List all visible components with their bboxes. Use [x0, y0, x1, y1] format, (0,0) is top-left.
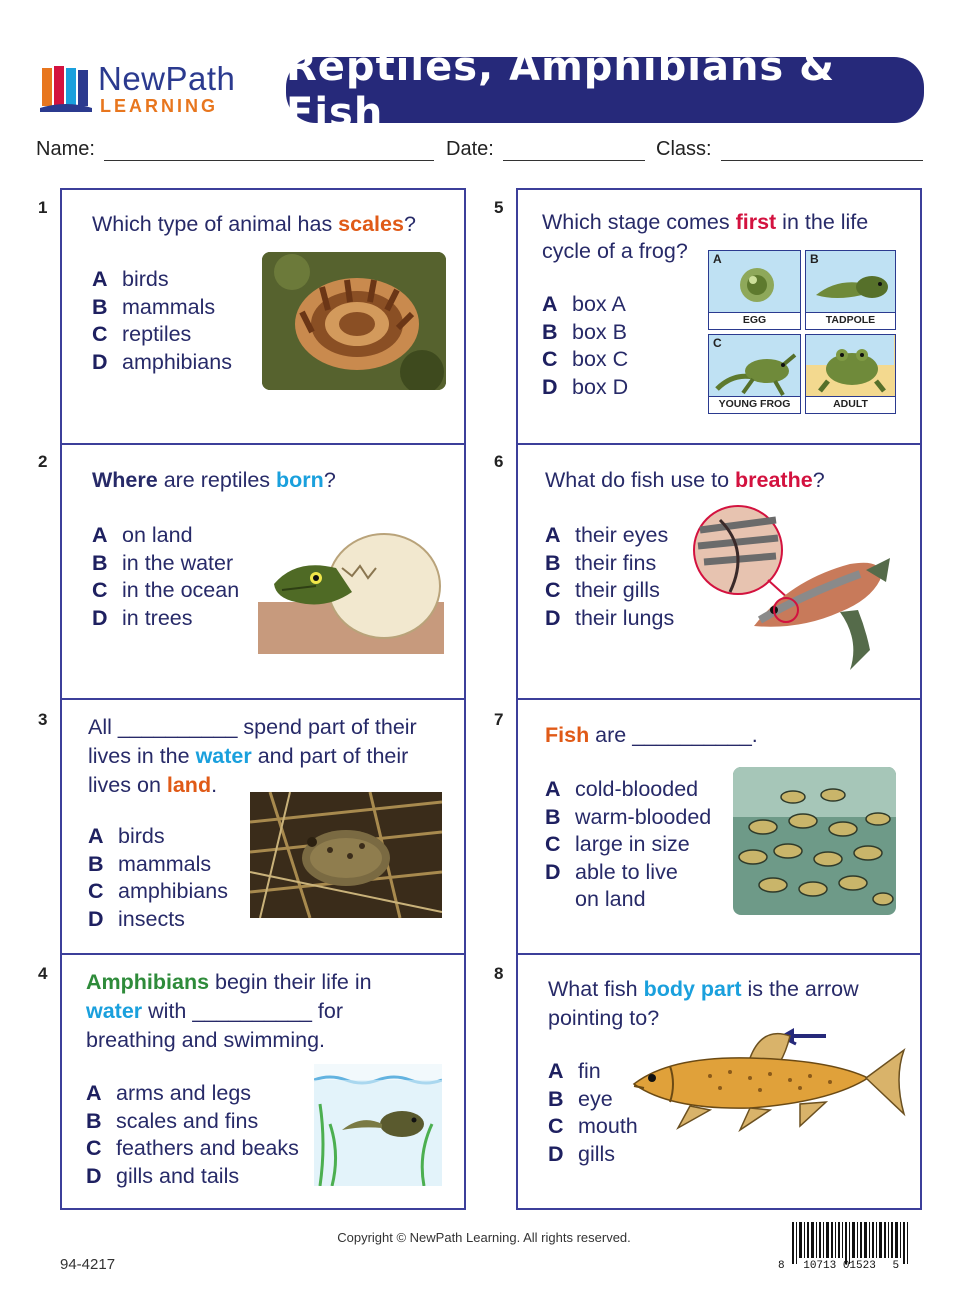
answer-option[interactable]: [548, 1113, 638, 1141]
answer-option[interactable]: [92, 550, 239, 578]
books-logo-icon: [40, 64, 92, 112]
question-text-part: ?: [323, 468, 336, 492]
option-text: amphibians: [118, 879, 228, 903]
fish-school-photo: [733, 767, 896, 915]
barcode-digits: [778, 1260, 928, 1272]
question-line: breathing and swimming.: [86, 1028, 326, 1052]
answer-option[interactable]: [548, 1141, 638, 1169]
option-text: mouth: [578, 1114, 638, 1138]
tadpole-illustration: [314, 1064, 442, 1186]
answer-option[interactable]: [92, 522, 239, 550]
question-text-part: .: [211, 773, 218, 797]
name-label: Name:: [36, 138, 95, 160]
option-text: fin: [578, 1059, 601, 1083]
option-text: their lungs: [575, 605, 675, 630]
question-text-part: with __________ for: [142, 999, 343, 1023]
answer-options: [92, 522, 239, 632]
answer-options: [86, 1080, 299, 1190]
answer-option[interactable]: [86, 1080, 299, 1108]
option-text: scales and fins: [116, 1108, 259, 1133]
option-letter: B: [86, 1108, 102, 1133]
option-letter: C: [542, 347, 558, 371]
question-text-part: begin their life in: [209, 970, 372, 994]
option-letter: A: [86, 1081, 102, 1105]
keyword-breathe: breathe: [735, 468, 813, 492]
answer-option[interactable]: [88, 906, 228, 934]
toad-illustration: [250, 792, 442, 918]
date-label: Date:: [446, 138, 494, 160]
question-line: All __________ spend part of their: [88, 715, 417, 739]
answer-option[interactable]: [92, 605, 239, 633]
answer-option[interactable]: [542, 346, 628, 374]
option-letter: C: [86, 1136, 102, 1160]
keyword-water: water: [86, 999, 143, 1023]
question-text-part: lives in the: [88, 744, 196, 768]
option-letter: A: [545, 523, 561, 547]
date-field[interactable]: [503, 160, 645, 161]
option-letter: C: [548, 1114, 564, 1138]
option-letter: B: [92, 550, 108, 575]
option-letter: A: [548, 1059, 564, 1083]
answer-option[interactable]: [88, 823, 228, 851]
option-text: amphibians: [122, 349, 232, 374]
option-letter: A: [88, 824, 104, 848]
option-text: able to live: [575, 859, 678, 884]
option-letter: D: [545, 605, 561, 630]
option-letter: D: [92, 349, 108, 374]
question-text-part: are __________.: [589, 723, 758, 747]
question-text-part: Which stage comes: [542, 210, 736, 234]
egg-icon: [737, 265, 777, 305]
class-field[interactable]: [721, 160, 923, 161]
fish-body-part-illustration: [630, 1022, 908, 1134]
question-text: [86, 968, 372, 1055]
option-letter: C: [88, 879, 104, 903]
option-letter: A: [92, 523, 108, 547]
option-letter: A: [542, 292, 558, 316]
name-field[interactable]: [104, 160, 434, 161]
logo-wordmark-bottom: LEARNING: [100, 96, 218, 116]
option-letter: D: [542, 374, 558, 399]
answer-option[interactable]: [92, 294, 232, 322]
option-text: mammals: [122, 294, 216, 319]
option-letter: D: [92, 605, 108, 630]
answer-option[interactable]: [86, 1108, 299, 1136]
answer-option[interactable]: [88, 878, 228, 906]
tadpole-icon: [812, 265, 892, 309]
option-letter: D: [86, 1163, 102, 1188]
hatching-reptile-illustration: [256, 528, 446, 656]
question-line: pointing to?: [548, 1006, 660, 1030]
option-letter: B: [88, 851, 104, 876]
question-text-part: are reptiles: [157, 468, 277, 492]
keyword-scales: scales: [338, 212, 404, 236]
option-text: birds: [122, 267, 169, 291]
question-text-part: ?: [812, 468, 825, 492]
stage-label: TADPOLE: [806, 312, 895, 329]
question-text-part: lives on: [88, 773, 167, 797]
barcode-digit-left: 8: [778, 1260, 785, 1272]
stage-box-adult: [805, 334, 896, 414]
barcode: [778, 1222, 928, 1282]
option-letter: D: [545, 859, 561, 884]
newpath-logo: [40, 60, 275, 116]
answer-option[interactable]: [545, 804, 711, 832]
option-letter: C: [92, 322, 108, 346]
keyword-water: water: [195, 744, 252, 768]
keyword-first: first: [735, 210, 777, 234]
answer-option-continuation: [545, 886, 711, 914]
question-text: [88, 713, 417, 800]
option-text: box C: [572, 347, 629, 371]
page-title: Reptiles, Amphibians & Fish: [286, 44, 836, 136]
answer-option[interactable]: [545, 550, 674, 578]
snake-illustration: [262, 252, 446, 390]
barcode-digit-right: 5: [892, 1260, 900, 1272]
option-letter: B: [545, 550, 561, 575]
barcode-digits-mid: 10713 01523: [803, 1260, 876, 1272]
option-text: insects: [118, 906, 185, 931]
answer-options: [548, 1058, 638, 1168]
option-letter: B: [545, 804, 561, 829]
option-letter: B: [92, 294, 108, 319]
fish-school-illustration: [733, 767, 896, 915]
keyword-amphibians: Amphibians: [86, 970, 210, 994]
question-line: cycle of a frog?: [542, 239, 688, 263]
question-number: 7: [494, 710, 504, 729]
answer-option[interactable]: [542, 291, 628, 319]
option-letter: A: [92, 267, 108, 291]
option-text: eye: [578, 1086, 613, 1111]
question-text: [545, 721, 758, 750]
question-number: 5: [494, 198, 504, 217]
option-text: on land: [575, 887, 646, 911]
option-text: gills and tails: [116, 1163, 240, 1188]
question-number: 6: [494, 452, 504, 471]
question-text-part: What do fish use to: [545, 468, 736, 492]
question-text-part: What fish: [548, 977, 644, 1001]
question-number: 8: [494, 964, 504, 983]
adult-frog-icon: [806, 335, 894, 397]
option-text: large in size: [575, 832, 690, 856]
question-number: 1: [38, 198, 48, 217]
answer-option[interactable]: [542, 374, 628, 402]
option-text: their gills: [575, 578, 660, 602]
question-number: 2: [38, 452, 48, 471]
question-text-part: Which type of animal has: [92, 212, 339, 236]
option-letter: C: [92, 578, 108, 602]
answer-option[interactable]: [548, 1086, 638, 1114]
keyword-land: land: [166, 773, 212, 797]
answer-option[interactable]: [548, 1058, 638, 1086]
stage-box-egg: [708, 250, 801, 330]
answer-options: [542, 291, 628, 401]
stage-letter: B: [810, 252, 819, 266]
option-text: on land: [122, 523, 193, 547]
option-text: cold-blooded: [575, 777, 699, 801]
toad-photo: [250, 792, 442, 918]
keyword-born: born: [276, 468, 324, 492]
answer-options: [88, 823, 228, 933]
option-text: their eyes: [575, 523, 669, 547]
option-text: box B: [572, 319, 627, 344]
answer-option[interactable]: [545, 859, 711, 887]
answer-option[interactable]: [92, 266, 232, 294]
question-text: [545, 466, 825, 495]
option-letter: D: [88, 906, 104, 931]
copyright-notice: Copyright © NewPath Learning. All rights reserved.: [337, 1230, 631, 1245]
stage-label: ADULT: [806, 396, 895, 413]
option-text: birds: [118, 824, 165, 848]
question-text-part: is the arrow: [741, 977, 859, 1001]
option-text: mammals: [118, 851, 212, 876]
option-text: feathers and beaks: [116, 1136, 299, 1160]
option-letter: C: [545, 832, 561, 856]
question-number: 3: [38, 710, 48, 729]
question-text-part: ?: [403, 212, 416, 236]
question-text: [92, 466, 336, 495]
option-text: in the water: [122, 550, 234, 575]
fish-gills-illustration: [690, 500, 900, 682]
option-letter: A: [545, 777, 561, 801]
answer-options: [545, 776, 711, 914]
option-text: in trees: [122, 605, 193, 630]
answer-option[interactable]: [545, 522, 674, 550]
answer-option[interactable]: [92, 349, 232, 377]
option-text: box A: [572, 292, 626, 316]
stage-box-tadpole: [805, 250, 896, 330]
answer-option[interactable]: [545, 577, 674, 605]
keyword-fish: Fish: [545, 723, 590, 747]
class-label: Class:: [656, 138, 712, 160]
answer-option[interactable]: [92, 321, 232, 349]
snake-photo: [262, 252, 446, 390]
option-text: reptiles: [122, 322, 192, 346]
stage-letter: C: [713, 336, 722, 350]
keyword-where: Where: [92, 468, 158, 492]
answer-option[interactable]: [86, 1163, 299, 1191]
stage-label: EGG: [709, 312, 800, 329]
option-text: arms and legs: [116, 1081, 252, 1105]
barcode-bars-icon: [778, 1222, 928, 1264]
answer-option[interactable]: [88, 851, 228, 879]
keyword-body-part: body part: [643, 977, 742, 1001]
answer-option[interactable]: [545, 776, 711, 804]
stage-label: YOUNG FROG: [709, 396, 800, 413]
answer-options: [545, 522, 674, 632]
question-line: [88, 742, 417, 771]
answer-option[interactable]: [86, 1135, 299, 1163]
question-line: [86, 968, 372, 997]
title-banner: [286, 44, 924, 136]
stage-letter: A: [713, 252, 722, 266]
question-line: [542, 208, 868, 237]
logo-wordmark-top: NewPath: [98, 60, 236, 97]
question-number: 4: [38, 964, 48, 983]
young-frog-icon: [713, 343, 799, 397]
option-letter: B: [548, 1086, 564, 1111]
question-text-part: in the life: [776, 210, 869, 234]
question-text: [92, 210, 416, 239]
answer-option[interactable]: [542, 319, 628, 347]
option-text: box D: [572, 374, 629, 399]
option-text: warm-blooded: [575, 804, 712, 829]
option-letter: B: [542, 319, 558, 344]
stage-box-young-frog: [708, 334, 801, 414]
question-text-part: and part of their: [251, 744, 409, 768]
answer-options: [92, 266, 232, 376]
answer-option[interactable]: [545, 605, 674, 633]
question-line: [548, 975, 859, 1004]
option-text: in the ocean: [122, 578, 240, 602]
product-code: 94-4217: [60, 1256, 116, 1273]
question-line: [86, 997, 372, 1026]
option-text: gills: [578, 1141, 616, 1166]
answer-option[interactable]: [92, 577, 239, 605]
option-text: their fins: [575, 550, 657, 575]
option-letter: D: [548, 1141, 564, 1166]
option-letter: C: [545, 578, 561, 602]
answer-option[interactable]: [545, 831, 711, 859]
